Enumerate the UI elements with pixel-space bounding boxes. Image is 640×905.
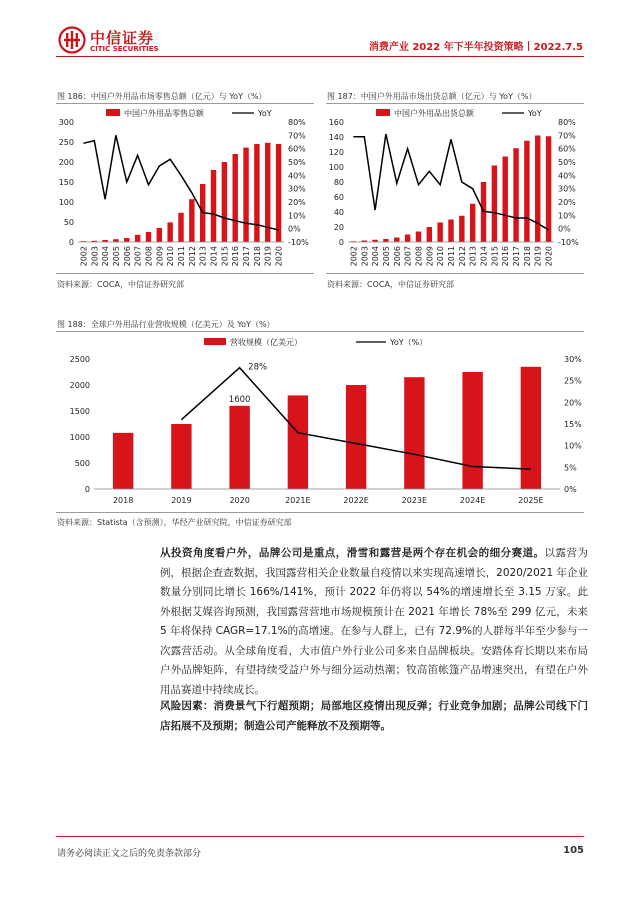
fig187-ytick-right: 10%: [558, 211, 576, 221]
fig187-bottom-rule: [326, 273, 584, 274]
fig188-bar: [462, 372, 482, 489]
fig188-xtick: 2024E: [459, 496, 486, 505]
header-divider: [56, 56, 584, 57]
fig186-xtick: 2018: [252, 246, 262, 267]
fig186-ytick-right: 40%: [288, 171, 306, 181]
fig188-ytick-left: 500: [74, 459, 90, 468]
fig188-bar: [404, 377, 424, 489]
fig187-xtick: 2016: [501, 246, 511, 267]
fig188-bar: [113, 433, 133, 489]
fig188-legend-bar-label: 营收规模（亿美元）: [230, 338, 302, 347]
fig186-ytick-right: -10%: [288, 238, 309, 247]
fig187-ytick-left: 40: [333, 208, 344, 217]
fig186-ytick-right: 60%: [288, 144, 306, 154]
fig186-ytick-right: 70%: [288, 131, 306, 141]
fig187-xtick: 2003: [360, 246, 370, 267]
fig186-xtick: 2019: [263, 246, 273, 267]
fig188-ytick-left: 1000: [69, 433, 90, 442]
fig188-bar-data-label: 1600: [228, 394, 251, 405]
fig187-source: 资料来源：COCA，中信证券研究部: [327, 280, 454, 289]
fig186-ytick-right: 80%: [288, 118, 306, 127]
fig186-bar: [222, 162, 227, 242]
fig188-bar: [288, 395, 308, 489]
fig187-ytick-right: 50%: [558, 158, 576, 167]
fig188-ytick-right: 5%: [564, 463, 577, 473]
fig188-xtick: 2023E: [401, 496, 428, 505]
fig186-chart: [56, 104, 314, 272]
fig187-ytick-left: 160: [328, 118, 344, 127]
fig187-title: 图 187：中国户外用品市场出货总额（亿元）与 YoY（%）: [327, 92, 537, 101]
fig187-xtick: 2012: [457, 246, 467, 267]
fig187-ytick-left: 100: [328, 163, 344, 172]
fig187-ytick-right: -10%: [558, 238, 579, 247]
fig187-xtick: 2002: [349, 246, 359, 267]
fig186-ytick-left: 50: [63, 218, 74, 227]
fig186-xtick: 2014: [209, 246, 219, 267]
fig186-xtick: 2011: [177, 246, 186, 267]
fig187-ytick-right: 70%: [558, 131, 576, 141]
fig187-bar: [405, 235, 410, 243]
fig186-ytick-right: 20%: [288, 198, 306, 207]
fig187-xtick: 2019: [533, 246, 543, 267]
fig186-bar: [254, 144, 259, 242]
fig187-xtick: 2013: [468, 246, 478, 267]
fig188-ytick-left: 1500: [69, 407, 90, 416]
fig188-chart: [56, 332, 584, 510]
citic-logo-icon: [58, 26, 86, 54]
fig187-bar: [546, 136, 551, 242]
fig187-ytick-left: 120: [328, 148, 344, 157]
fig187-legend-line-label: YoY: [528, 109, 542, 118]
body-paragraph-1: [160, 544, 588, 700]
fig186-bottom-rule: [56, 273, 314, 274]
fig186-bar: [167, 222, 172, 242]
fig187-xtick: 2007: [403, 246, 413, 267]
fig186-ytick-left: 0: [68, 238, 74, 247]
fig188-ytick-right: 10%: [564, 441, 582, 451]
fig186-bar: [178, 213, 183, 242]
fig186-bar: [189, 199, 194, 242]
fig186-xtick: 2020: [274, 246, 284, 267]
fig187-bar: [492, 166, 497, 243]
fig187-xtick: 2020: [544, 246, 554, 267]
fig186-xtick: 2005: [111, 246, 121, 267]
fig187-ytick-right: 80%: [558, 118, 576, 127]
fig186-xtick: 2006: [122, 246, 132, 267]
fig188-ytick-right: 0%: [564, 485, 577, 494]
fig188-bar: [171, 424, 191, 489]
fig187-xtick: 2017: [512, 246, 522, 267]
fig187-ytick-right: 40%: [558, 171, 576, 181]
fig186-xtick: 2016: [231, 246, 241, 267]
fig187-bar: [437, 223, 442, 243]
fig186-source: 资料来源：COCA，中信证券研究部: [57, 280, 184, 289]
fig186-ytick-right: 50%: [288, 158, 306, 167]
fig188-source: 资料来源：Statista（含预测），华经产业研究院，中信证券研究部: [57, 518, 292, 527]
fig186-ytick-left: 250: [58, 138, 74, 147]
risk-paragraph-text: 风险因素：消费景气下行超预期；局部地区疫情出现反弹；行业竞争加剧；品牌公司线下门店拓展不及预期；制造公司产能释放不及预期等。: [160, 700, 588, 732]
fig186-xtick: 2010: [166, 246, 176, 267]
risk-paragraph: [160, 697, 588, 736]
fig188-ytick-left: 0: [84, 485, 90, 494]
fig187-legend-bar-label: 中国户外用品出货总额: [394, 109, 474, 118]
fig186-xtick: 2013: [198, 246, 208, 267]
fig187-bar: [524, 141, 529, 242]
fig188-xtick: 2025E: [518, 496, 544, 505]
fig188-xtick: 2018: [112, 496, 134, 505]
fig188-xtick: 2022E: [343, 496, 369, 505]
fig188-ytick-right: 30%: [564, 355, 582, 364]
fig188-ytick-right: 15%: [564, 420, 582, 429]
fig188-legend-line-label: YoY（%）: [390, 338, 428, 347]
fig187-xtick: 2004: [371, 246, 381, 267]
fig187-xtick: 2015: [490, 246, 500, 267]
fig188-xtick: 2020: [229, 496, 250, 505]
fig187-xtick: 2006: [392, 246, 402, 267]
fig186-ytick-right: 10%: [288, 211, 306, 221]
fig186-ytick-left: 100: [58, 198, 74, 207]
fig188-xtick: 2019: [171, 496, 192, 505]
fig187-xtick: 2008: [414, 246, 424, 267]
fig186-xtick: 2017: [242, 246, 252, 267]
fig187-legend-bar-swatch: [376, 109, 390, 116]
fig187-xtick: 2011: [447, 246, 456, 267]
fig186-ytick-left: 200: [58, 158, 74, 167]
fig188-bar: [521, 367, 541, 489]
fig188-bar: [229, 406, 249, 489]
fig187-ytick-left: 0: [338, 238, 344, 247]
footer-divider: [56, 836, 584, 837]
fig187-yoy-line: [353, 134, 548, 230]
fig188-ytick-left: 2500: [69, 355, 90, 364]
fig187-xtick: 2018: [522, 246, 532, 267]
fig188-ytick-left: 2000: [69, 381, 90, 390]
fig187-bar: [448, 220, 453, 243]
fig186-ytick-left: 150: [58, 178, 74, 187]
page-header: [0, 0, 640, 62]
fig187-ytick-left: 80: [333, 178, 344, 187]
logo-text-cn: 中信证券: [90, 29, 155, 47]
fig187-chart: [326, 104, 584, 272]
page-number: 105: [563, 845, 584, 856]
fig186-bar: [124, 238, 129, 242]
fig187-bar: [513, 148, 518, 242]
fig187-bar: [459, 216, 464, 242]
fig186-bar: [276, 144, 281, 242]
fig188-ytick-right: 25%: [564, 376, 582, 386]
citic-logo: [58, 26, 188, 58]
fig188-bottom-rule: [56, 512, 584, 513]
disclaimer-note: 请务必阅读正文之后的免责条款部分: [57, 849, 202, 859]
fig187-bar: [470, 204, 475, 242]
fig187-ytick-right: 0%: [558, 224, 571, 234]
fig187-bar: [416, 232, 421, 243]
fig188-legend-bar-swatch: [204, 338, 226, 345]
fig188-title: 图 188：全球户外用品行业营收规模（亿美元）及 YoY（%）: [57, 320, 275, 329]
fig186-bar: [113, 239, 118, 242]
fig188-xtick: 2021E: [285, 496, 311, 505]
fig186-xtick: 2015: [220, 246, 230, 267]
fig188-ytick-right: 20%: [564, 398, 582, 408]
fig187-bar: [427, 227, 432, 242]
fig186-xtick: 2012: [187, 246, 197, 267]
fig186-xtick: 2007: [133, 246, 143, 267]
fig187-bar: [503, 157, 508, 243]
fig186-bar: [157, 228, 162, 242]
fig186-xtick: 2003: [90, 246, 100, 267]
fig187-xtick: 2010: [436, 246, 446, 267]
fig186-bar: [243, 148, 248, 242]
fig187-ytick-left: 60: [333, 193, 344, 202]
fig187-ytick-left: 20: [333, 223, 344, 232]
fig186-ytick-right: 30%: [288, 184, 306, 194]
fig186-title: 图 186：中国户外用品市场零售总额（亿元）与 YoY（%）: [57, 92, 267, 101]
fig186-ytick-left: 300: [58, 118, 74, 127]
fig186-bar: [135, 235, 140, 242]
fig187-ytick-right: 60%: [558, 144, 576, 154]
body-paragraph-1-text: 以露营为例，根据企查查数据，我国露营相关企业数量自疫情以来实现高速增长，2020/2021 年企业数量分别同比增长 166%/141%，预计 2022 年仍将以 54%的增速增长至 3.15 万家。此外根据艾媒咨询预测，我国露营营地市场规模预计在 2021 年增长 78%至 299 亿元，未来 5 年将保持 CAGR=17.1%的高增速。在参与人群上，已有 72.9%的人群每半年至少参与一次露营活动。从全球角度看，大市值户外行业公司多来自品牌板块。安踏体育长期以来布局户外品牌矩阵，有望持续受益户外与细分运动热潮；牧高笛帐篷产品增速突出，有望在户外用品赛道中持续成长。: [160, 547, 589, 696]
fig187-xtick: 2009: [425, 246, 435, 267]
body-paragraph-1-lead: 从投资角度看户外，品牌公司是重点，滑雪和露营是两个存在机会的细分赛道。: [160, 547, 545, 559]
fig186-bar: [211, 170, 216, 242]
fig186-bar: [233, 154, 238, 242]
fig186-legend-bar-swatch: [106, 109, 120, 116]
fig187-bar: [394, 238, 399, 243]
fig186-ytick-right: 0%: [288, 224, 301, 234]
fig187-bar: [383, 239, 388, 242]
fig186-legend-bar-label: 中国户外用品零售总额: [124, 109, 204, 118]
fig187-bar: [535, 136, 540, 243]
fig187-xtick: 2014: [479, 246, 489, 267]
fig187-ytick-left: 140: [328, 133, 344, 142]
fig188-yoy-data-label: 28%: [248, 362, 268, 373]
fig186-xtick: 2008: [144, 246, 154, 267]
fig186-xtick: 2002: [79, 246, 89, 267]
fig188-bar: [346, 385, 366, 489]
fig186-xtick: 2009: [155, 246, 165, 267]
fig186-xtick: 2004: [101, 246, 111, 267]
fig187-xtick: 2005: [381, 246, 391, 267]
fig187-ytick-right: 20%: [558, 198, 576, 207]
fig186-bar: [146, 232, 151, 242]
fig187-ytick-right: 30%: [558, 184, 576, 194]
logo-text-en: CITIC SECURITIES: [90, 45, 159, 53]
report-title: 消费产业 2022 年下半年投资策略丨2022.7.5: [368, 42, 583, 53]
fig186-legend-line-label: YoY: [258, 109, 272, 118]
